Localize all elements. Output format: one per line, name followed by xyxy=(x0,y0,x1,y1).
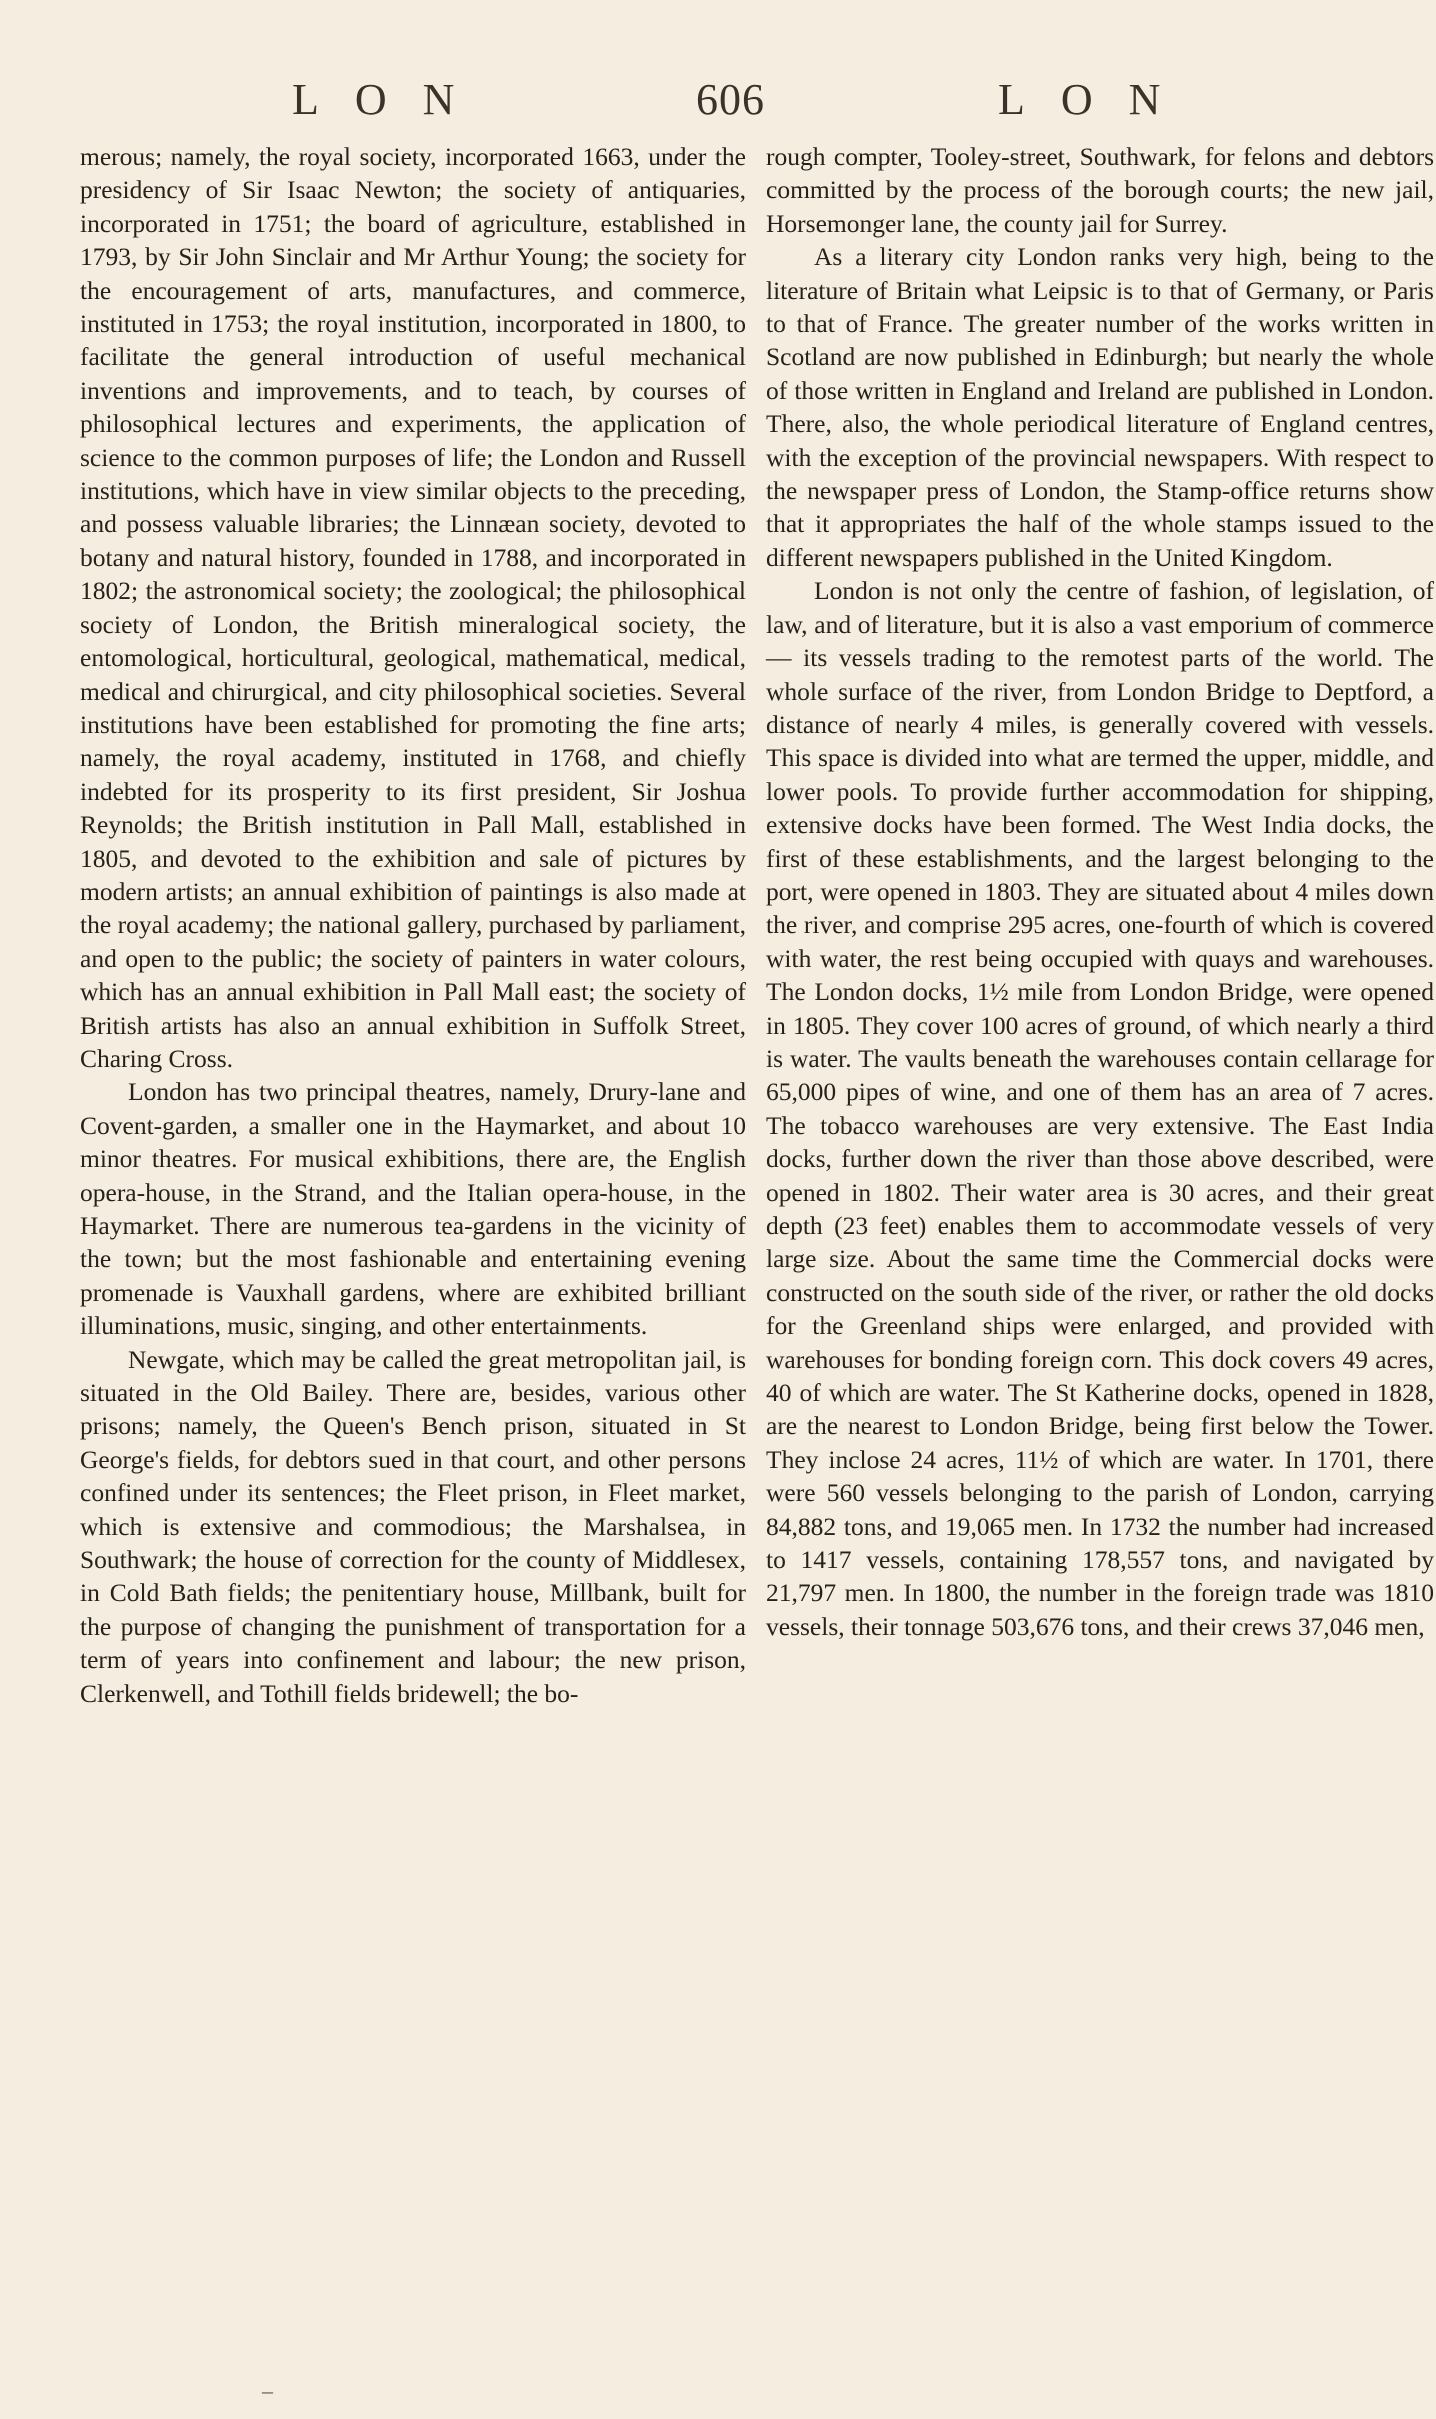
left-column xyxy=(80,140,746,1710)
page-number: 606 xyxy=(696,75,765,124)
header-right-word: LON xyxy=(998,75,1197,124)
paragraph-commerce-docks: London is not only the centre of fashion, of legislation, of law, and of literature, but it is also a vast emporium of commerce — its vessels trading to the remotest parts of the world. The whole surface of the river, from London Bridge to Deptford, a distance of nearly 4 miles, is generally covered with vessels. This space is divided into what are termed the upper, middle, and lower pools. To provide further accommodation for shipping, extensive docks have been formed. The West India docks, the first of these establishments, and the largest belonging to the port, were opened in 1803. They are situated about 4 miles down the river, and comprise 295 acres, one-fourth of which is covered with water, the rest being occupied with quays and warehouses. The London docks, 1½ mile from London Bridge, were opened in 1805. They cover 100 acres of ground, of which nearly a third is water. The vaults beneath the warehouses contain cellarage for 65,000 pipes of wine, and one of them has an area of 7 acres. The tobacco warehouses are very extensive. The East India docks, further down the river than those above described, were opened in 1802. Their water area is 30 acres, and their great depth (23 feet) enables them to accommodate vessels of very large size. About the same time the Commercial docks were constructed on the south side of the river, or rather the old docks for the Greenland ships were enlarged, and provided with warehouses for bonding foreign corn. This dock covers 49 acres, 40 of which are water. The St Katherine docks, opened in 1828, are the nearest to London Bridge, being first below the Tower. They inclose 24 acres, 11½ of which are water. In 1701, there were 560 vessels belonging to the parish of London, carrying 84,882 tons, and 19,065 men. In 1732 the number had increased to 1417 vessels, containing 178,557 tons, and navigated by 21,797 men. In 1800, the number in the foreign trade was 1810 vessels, their tonnage 503,676 tons, and their crews 37,046 men, xyxy=(766,576,1434,1641)
footer-mark: – xyxy=(262,2378,273,2403)
paragraph-prisons-continued: rough compter, Tooley-street, Southwark, for felons and debtors committed by the process of the borough courts; the new jail, Horsemonger lane, the county jail for Surrey. xyxy=(766,142,1434,238)
paragraph-theatres: London has two principal theatres, namely, Drury-lane and Covent-garden, a smaller one in the Haymarket, and about 10 minor theatres. For musical exhibitions, there are, the English opera-house, in the Strand, and the Italian opera-house, in the Haymarket. There are numerous tea-gardens in the vicinity of the town; but the most fashionable and entertaining evening promenade is Vauxhall gardens, where are exhibited brilliant illuminations, music, singing, and other entertainments. xyxy=(80,1077,746,1341)
paragraph-learned-societies: merous; namely, the royal society, incorporated 1663, under the presidency of Sir Isaac Newton; the society of antiquaries, incorporated in 1751; the board of agriculture, established in 1793, by Sir John Sinclair and Mr Arthur Young; the society for the encouragement of arts, manufactures, and commerce, instituted in 1753; the royal institution, incorporated in 1800, to facilitate the general introduction of useful mechanical inventions and improvements, and to teach, by courses of philosophical lectures and experiments, the application of science to the common purposes of life; the London and Russell institutions, which have in view similar objects to the preceding, and possess valuable libraries; the Linnæan society, devoted to botany and natural history, founded in 1788, and incorporated in 1802; the astronomical society; the zoological; the philosophical society of London, the British mineralogical society, the entomological, horticultural, geological, mathematical, medical, medical and chirurgical, and city philosophical societies. Several institutions have been established for promoting the fine arts; namely, the royal academy, instituted in 1768, and chiefly indebted for its prosperity to its first president, Sir Joshua Reynolds; the British institution in Pall Mall, established in 1805, and devoted to the exhibition and sale of pictures by modern artists; an annual exhibition of paintings is also made at the royal academy; the national gallery, purchased by parliament, and open to the public; the society of painters in water colours, which has an annual exhibition in Pall Mall east; the society of British artists has also an annual exhibition in Suffolk Street, Charing Cross. xyxy=(80,142,746,1073)
paragraph-prisons: Newgate, which may be called the great metropolitan jail, is situated in the Old Bailey. There are, besides, various other prisons; namely, the Queen's Bench prison, situated in St George's fields, for debtors sued in that court, and other persons confined under its sentences; the Fleet prison, in Fleet market, which is extensive and commodious; the Marshalsea, in Southwark; the house of correction for the county of Middlesex, in Cold Bath fields; the penitentiary house, Millbank, built for the purpose of changing the punishment of transportation for a term of years into confinement and labour; the new prison, Clerkenwell, and Tothill fields bridewell; the bo- xyxy=(80,1344,746,1708)
right-column xyxy=(766,140,1434,1643)
header-left-word: LON xyxy=(292,75,491,124)
running-header xyxy=(0,74,1436,130)
paragraph-literature: As a literary city London ranks very high, being to the literature of Britain what Leipsic is to that of Germany, or Paris to that of France. The greater number of the works written in Scotland are now published in Edinburgh; but nearly the whole of those written in England and Ireland are published in London. There, also, the whole periodical literature of England centres, with the exception of the provincial newspapers. With respect to the newspaper press of London, the Stamp-office returns show that it appropriates the half of the whole stamps issued to the different newspapers published in the United Kingdom. xyxy=(766,242,1434,572)
